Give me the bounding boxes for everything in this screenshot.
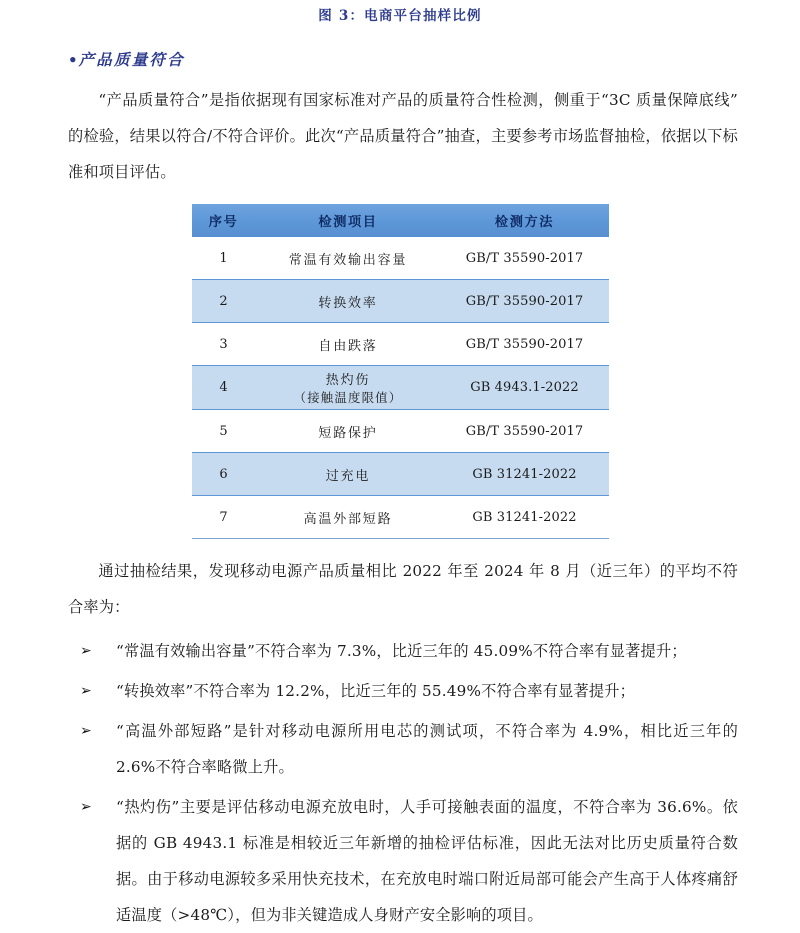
- table-row: [192, 453, 609, 496]
- cell-no: 3: [192, 323, 256, 366]
- table-row: [192, 366, 609, 410]
- column-header-method: 检测方法: [441, 204, 609, 237]
- list-item: [68, 789, 738, 933]
- arrow-bullet-icon: ➢: [80, 799, 92, 816]
- list-item: [68, 713, 738, 785]
- table-head: [192, 204, 609, 237]
- table-body: [192, 237, 609, 539]
- table-row: [192, 280, 609, 323]
- arrow-bullet-icon: ➢: [80, 643, 92, 660]
- cell-item-sub: （接触温度限值）: [293, 390, 403, 406]
- cell-method: GB/T 35590-2017: [441, 280, 609, 323]
- cell-item-main: 热灼伤: [325, 373, 371, 389]
- column-header-item: 检测项目: [256, 204, 441, 237]
- cell-method: GB 31241-2022: [441, 496, 609, 539]
- cell-item: [256, 366, 441, 410]
- arrow-bullet-icon: ➢: [80, 723, 92, 740]
- summary-paragraph: 通过抽检结果，发现移动电源产品质量相比 2022 年至 2024 年 8 月（近三年）的平均不符合率为：: [68, 562, 738, 617]
- cell-no: 1: [192, 237, 256, 280]
- cell-no: 6: [192, 453, 256, 496]
- cell-item: 短路保护: [256, 410, 441, 453]
- table-row: [192, 237, 609, 280]
- spec-table-container: [192, 204, 609, 539]
- list-item-text: “常温有效输出容量”不符合率为 7.3%，比近三年的 45.09%不符合率有显著提升；: [116, 642, 687, 661]
- cell-method: GB 31241-2022: [441, 453, 609, 496]
- cell-item: 过充电: [256, 453, 441, 496]
- cell-method: GB/T 35590-2017: [441, 237, 609, 280]
- table-header-row: [192, 204, 609, 237]
- column-header-no: 序号: [192, 204, 256, 237]
- list-item-text: “转换效率”不符合率为 12.2%，比近三年的 55.49%不符合率有显著提升；: [116, 682, 636, 701]
- cell-no: 7: [192, 496, 256, 539]
- cell-method: GB/T 35590-2017: [441, 410, 609, 453]
- list-item-text: “高温外部短路”是针对移动电源所用电芯的测试项，不符合率为 4.9%，相比近三年的 2.6%不符合率略微上升。: [116, 722, 738, 777]
- list-item: [68, 673, 738, 709]
- section-heading-label: 产品质量符合: [78, 49, 185, 69]
- arrow-bullet-icon: ➢: [80, 683, 92, 700]
- cell-item: 常温有效输出容量: [256, 237, 441, 280]
- cell-method: GB 4943.1-2022: [441, 366, 609, 410]
- table-row: [192, 410, 609, 453]
- cell-method: GB/T 35590-2017: [441, 323, 609, 366]
- findings-list: [68, 633, 738, 933]
- figure-caption: 图 3：电商平台抽样比例: [318, 8, 482, 24]
- list-item-text: “热灼伤”主要是评估移动电源充放电时，人手可接触表面的温度，不符合率为 36.6%。依据的 GB 4943.1 标准是相较近三年新增的抽检评估标准，因此无法对比历史质量符合数据。由于移动电源较多采用快充技术，在充放电时端口附近局部可能会产生高于人体疼痛舒适温度（>48℃），但为非关键造成人身财产安全影响的项目。: [116, 798, 738, 925]
- section-bullet-marker: •: [68, 50, 78, 69]
- section-heading: [68, 50, 800, 71]
- cell-no: 4: [192, 366, 256, 410]
- inspection-items-table: [192, 204, 609, 539]
- cell-item: 自由跌落: [256, 323, 441, 366]
- cell-no: 2: [192, 280, 256, 323]
- table-row: [192, 496, 609, 539]
- cell-no: 5: [192, 410, 256, 453]
- cell-item: 转换效率: [256, 280, 441, 323]
- cell-item: 高温外部短路: [256, 496, 441, 539]
- table-row: [192, 323, 609, 366]
- intro-paragraph: “产品质量符合”是指依据现有国家标准对产品的质量符合性检测，侧重于“3C 质量保障底线”的检验，结果以符合/不符合评价。此次“产品质量符合”抽查，主要参考市场监督抽检，依据以下标准和项目评估。: [68, 91, 738, 182]
- list-item: [68, 633, 738, 669]
